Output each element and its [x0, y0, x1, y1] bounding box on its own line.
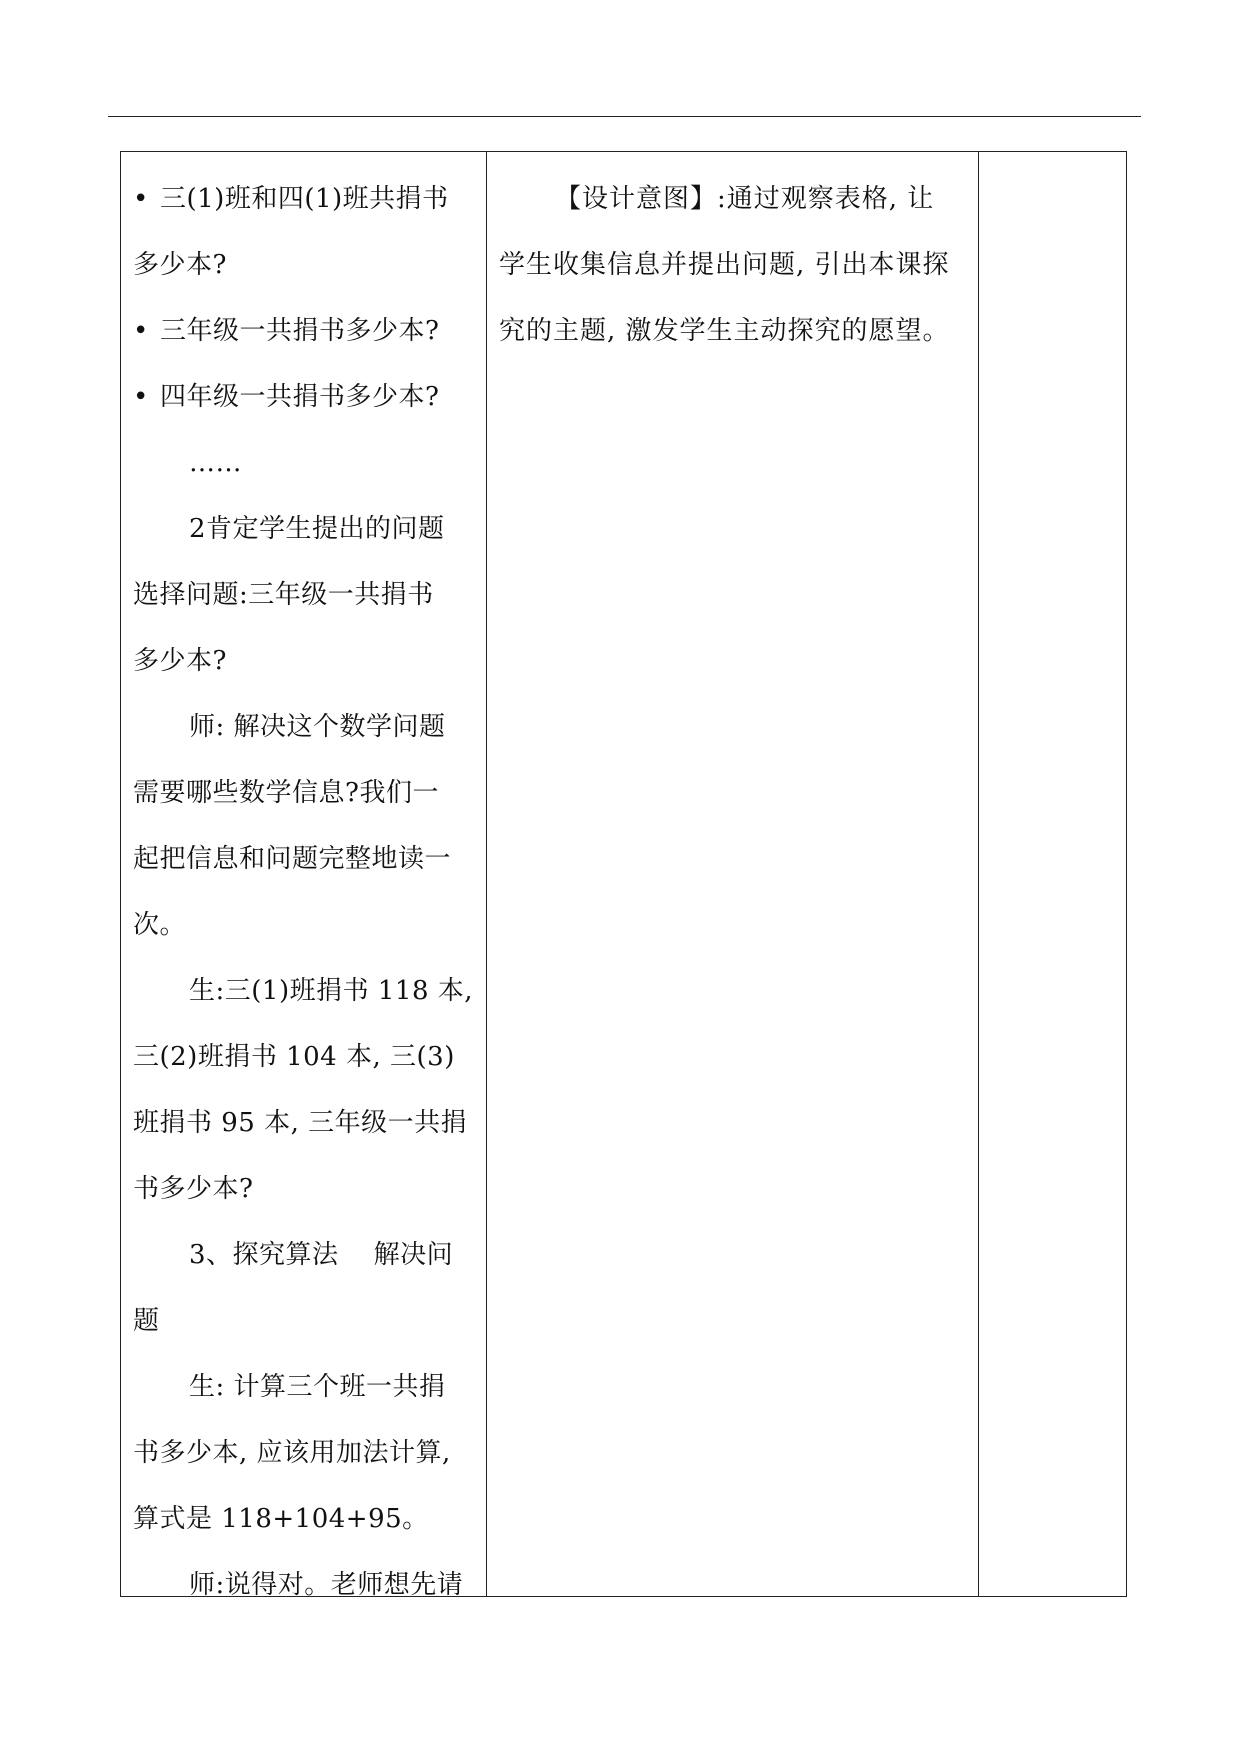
- text-line: 3、探究算法 解决问: [189, 1240, 454, 1270]
- text-line: ……: [189, 448, 242, 478]
- text-line: 书多少本?: [133, 1174, 254, 1204]
- text-line: 次。: [133, 910, 187, 940]
- text-line: 书多少本, 应该用加法计算,: [133, 1438, 451, 1468]
- design-intent-line: 学生收集信息并提出问题, 引出本课探: [499, 250, 950, 280]
- text-line: 多少本?: [133, 646, 227, 676]
- text-line: 算式是 118+104+95。: [133, 1504, 429, 1534]
- teaching-process-cell: [121, 152, 487, 1596]
- notes-cell: [979, 152, 1126, 1596]
- text-line: 起把信息和问题完整地读一: [133, 844, 452, 874]
- bullet: •: [133, 316, 149, 346]
- text-line: 生: 计算三个班一共捐: [189, 1372, 446, 1402]
- text-line: 师: 解决这个数学问题: [189, 712, 446, 742]
- lesson-plan-table: [120, 151, 1127, 1597]
- bullet: •: [133, 382, 149, 412]
- text-line: • 三年级一共捐书多少本?: [133, 298, 476, 364]
- text-line: 题: [133, 1306, 160, 1336]
- text-line: 班捐书 95 本, 三年级一共捐: [133, 1108, 468, 1138]
- text-line: • 四年级一共捐书多少本?: [133, 364, 476, 430]
- text-line: 选择问题:三年级一共捐书: [133, 580, 434, 610]
- design-intent-cell: [487, 152, 979, 1596]
- text-line: 2肯定学生提出的问题: [189, 514, 445, 544]
- bullet: •: [133, 184, 149, 214]
- text-line: 需要哪些数学信息?我们一: [133, 778, 439, 808]
- text-line: 多少本?: [133, 250, 227, 280]
- text-line: 师:说得对。老师想先请: [189, 1570, 464, 1596]
- design-intent-line: 【设计意图】:通过观察表格, 让: [555, 184, 935, 214]
- header-rule: [108, 116, 1141, 117]
- text-line: • 三(1)班和四(1)班共捐书: [133, 166, 476, 232]
- text-line: 生:三(1)班捐书 118 本,: [189, 976, 474, 1006]
- design-intent-line: 究的主题, 激发学生主动探究的愿望。: [499, 316, 950, 346]
- text-line: 三(2)班捐书 104 本, 三(3): [133, 1042, 455, 1072]
